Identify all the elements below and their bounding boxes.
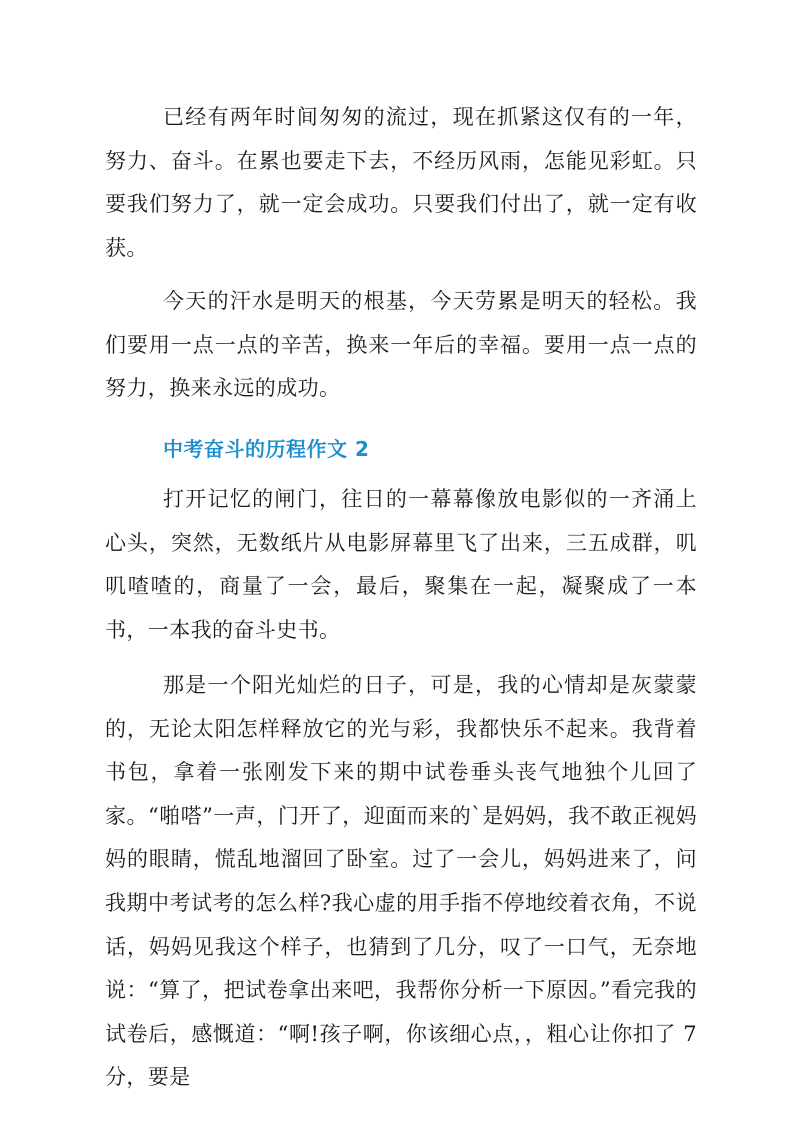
section-heading: 中考奋斗的历程作文 2 [163,437,370,461]
paragraph-2: 今天的汗水是明天的根基，今天劳累是明天的轻松。我们要用一点一点的辛苦，换来一年后的幸福。要用一点一点的努力，换来永远的成功。 [105,289,697,401]
paragraph-3: 打开记忆的闸门，往日的一幕幕像放电影似的一齐涌上心头，突然，无数纸片从电影屏幕里飞了出来，三五成群，叽叽喳喳的，商量了一会，最后，聚集在一起，凝聚成了一本书，一本我的奋斗史书。 [105,487,697,642]
paragraph-1: 已经有两年时间匆匆的流过，现在抓紧这仅有的一年，努力、奋斗。在累也要走下去，不经历风雨，怎能见彩虹。只要我们努力了，就一定会成功。只要我们付出了，就一定有收获。 [105,105,697,260]
paragraph-4: 那是一个阳光灿烂的日子，可是，我的心情却是灰蒙蒙的，无论太阳怎样释放它的光与彩，我都快乐不起来。我背着书包，拿着一张刚发下来的期中试卷垂头丧气地独个儿回了家。“啪嗒”一声，门开了，迎面而来的`是妈妈，我不敢正视妈妈的眼睛，慌乱地溜回了卧室。过了一会儿，妈妈进来了，问我期中考试考的怎么样?我心虚的用手指不停地绞着衣角，不说话，妈妈见我这个样子，也猜到了几分，叹了一口气，无奈地说：“算了，把试卷拿出来吧，我帮你分析一下原因。”看完我的试卷后，感慨道：“啊!孩子啊，你该细心点，，粗心让你扣了 7 分，要是 [105,673,697,1090]
